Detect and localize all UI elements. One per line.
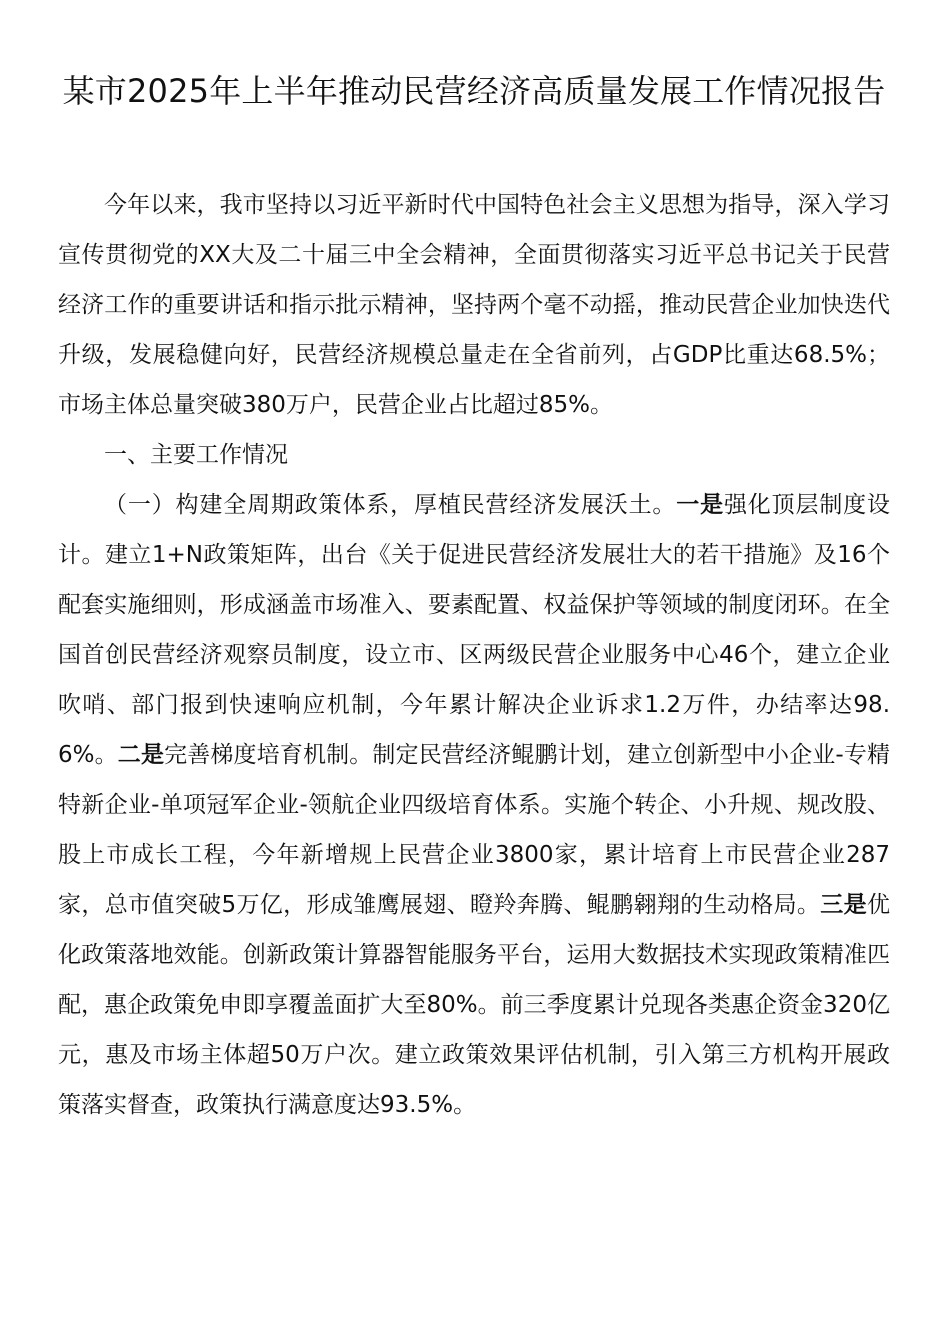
keyword-third: 三是 bbox=[820, 892, 868, 918]
point-second-text: 完善梯度培育机制。制定民营经济鲲鹏计划，建立创新型中小企业-专精特新企业-单项冠军企业-领航企业四级培育体系。实施个转企、小升规、规改股、股上市成长工程，今年新增规上民营企业3800家，累计培育上市民营企业287家，总市值突破5万亿，形成雏鹰展翅、瞪羚奔腾、鲲鹏翱翔的生动格局。 bbox=[58, 742, 890, 918]
intro-paragraph: 今年以来，我市坚持以习近平新时代中国特色社会主义思想为指导，深入学习宣传贯彻党的XX大及二十届三中全会精神，全面贯彻落实习近平总书记关于民营经济工作的重要讲话和指示批示精神，坚持两个毫不动摇，推动民营企业加快迭代升级，发展稳健向好，民营经济规模总量走在全省前列，占GDP比重达68.5%；市场主体总量突破380万户，民营企业占比超过85%。 bbox=[58, 192, 890, 418]
keyword-first: 一是 bbox=[676, 492, 724, 518]
section-heading-main-work: 一、主要工作情况 bbox=[104, 442, 288, 468]
document-title: 某市2025年上半年推动民营经济高质量发展工作情况报告 bbox=[62, 72, 886, 110]
section-1-1-lead: （一）构建全周期政策体系，厚植民营经济发展沃土。 bbox=[104, 492, 677, 518]
point-third-text: 优化政策落地效能。创新政策计算器智能服务平台，运用大数据技术实现政策精准匹配，惠企政策免申即享覆盖面扩大至80%。前三季度累计兑现各类惠企资金320亿元，惠及市场主体超50万户次。建立政策效果评估机制，引入第三方机构开展政策落实督查，政策执行满意度达93.5%。 bbox=[58, 892, 891, 1118]
point-first-text: 强化顶层制度设计。建立1+N政策矩阵，出台《关于促进民营经济发展壮大的若干措施》及16个配套实施细则，形成涵盖市场准入、要素配置、权益保护等领域的制度闭环。在全国首创民营经济观察员制度，设立市、区两级民营企业服务中心46个，建立企业吹哨、部门报到快速响应机制，今年累计解决企业诉求1.2万件，办结率达98.6%。 bbox=[58, 492, 890, 768]
section-1-1-paragraph bbox=[58, 480, 890, 1130]
keyword-second: 二是 bbox=[117, 742, 165, 768]
